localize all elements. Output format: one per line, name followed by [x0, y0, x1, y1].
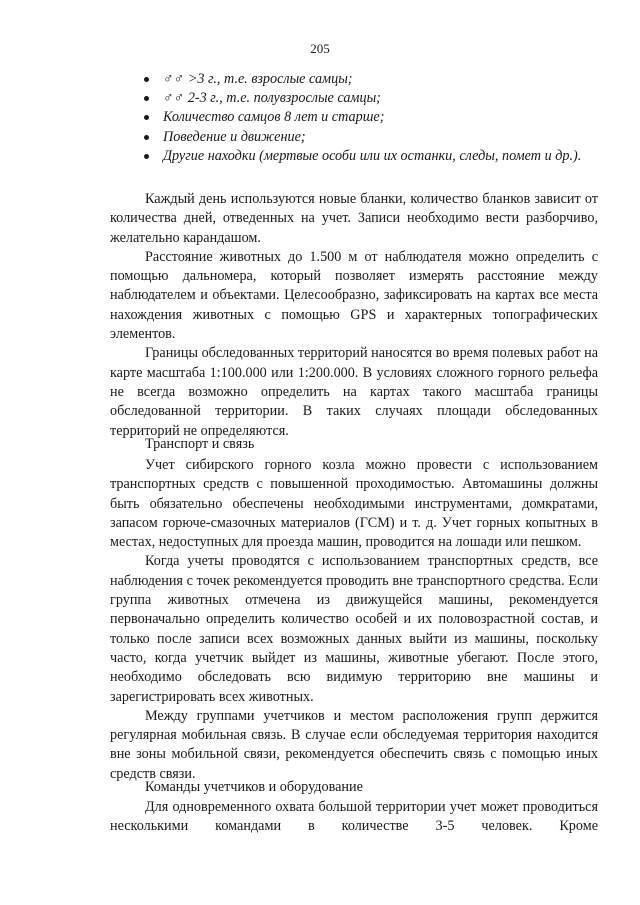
section-teams: [110, 798, 598, 837]
paragraph: Границы обследованных территорий наносятся во время полевых работ на карте масштаба 1:100.000 или 1:200.000. В условиях сложного горного рельефа не всегда возможно определить на картах такого масштаба границы обследованной территории. В таких случаях площади обследованных территорий не определяются.: [110, 345, 598, 439]
bullet-item: [138, 70, 598, 89]
bullet-text: Количество самцов 8 лет и старше;: [163, 109, 385, 126]
paragraph: Для одновременного охвата большой территории учет может проводиться несколькими командами в количестве 3-5 человек. Кроме: [110, 799, 598, 835]
paragraph: Каждый день используются новые бланки, количество бланков зависит от количества дней, отведенных на учет. Записи необходимо вести разборчиво, желательно карандашом.: [110, 191, 598, 246]
paragraph: Между группами учетчиков и местом расположения групп держится регулярная мобильная связь. В случае если обследуемая территория находится вне зоны мобильной связи, рекомендуется обеспечить связь с помощью иных средств связи.: [110, 707, 598, 782]
bullet-item: [138, 108, 598, 127]
bullet-icon: [144, 77, 149, 82]
bullet-text: ♂♂ >3 г., т.е. взрослые самцы;: [163, 71, 353, 87]
bullet-icon: [144, 96, 149, 101]
page-number: 205: [310, 41, 330, 56]
paragraph: Учет сибирского горного козла можно провести с использованием транспортных средств с повышенной проходимостью. Автомашины должны быть обязательно обеспечены необходимыми инструментами, домкратами, запасом горюче-смазочных материалов (ГСМ) и т. д. Учет горных копытных в местах, недоступных для проезда машин, проводится на лошади или пешком.: [110, 457, 598, 551]
section-heading-teams: Команды учетчиков и оборудование: [145, 779, 363, 795]
bullet-list: [138, 70, 598, 166]
bullet-icon: [144, 135, 149, 140]
paragraph: Когда учеты проводятся с использованием транспортных средств, все наблюдения с точек рекомендуется проводить вне транспортного средства. Если группа животных отмечена из движущейся машины, рекомендуется первоначально определить количество особей и их половозрастной состав, и только после записи всех возможных данных выйти из машины, поскольку часто, когда учетчик выйдет из машины, животные убегают. После этого, необходимо обследовать всю видимую территорию вне машины и зарегистрировать всех животных.: [110, 553, 598, 705]
section-records: [110, 190, 598, 441]
bullet-text: Другие находки (мертвые особи или их останки, следы, помет и др.).: [163, 147, 582, 164]
paragraph: Расстояние животных до 1.500 м от наблюдателя можно определить с помощью дальномера, который позволяет измерять расстояние между наблюдателем и объектами. Целесообразно, зафиксировать на картах все места нахождения животных с помощью GPS и характерных топографических элементов.: [110, 248, 598, 343]
bullet-icon: [144, 154, 149, 159]
bullet-text: Поведение и движение;: [163, 128, 306, 145]
bullet-icon: [144, 115, 149, 120]
bullet-text: ♂♂ 2-3 г., т.е. полувзрослые самцы;: [163, 90, 381, 107]
section-transport: [110, 456, 598, 784]
bullet-item: [138, 147, 598, 166]
section-heading-transport: Транспорт и связь: [145, 436, 255, 452]
bullet-item: [138, 128, 598, 147]
bullet-item: [138, 89, 598, 108]
